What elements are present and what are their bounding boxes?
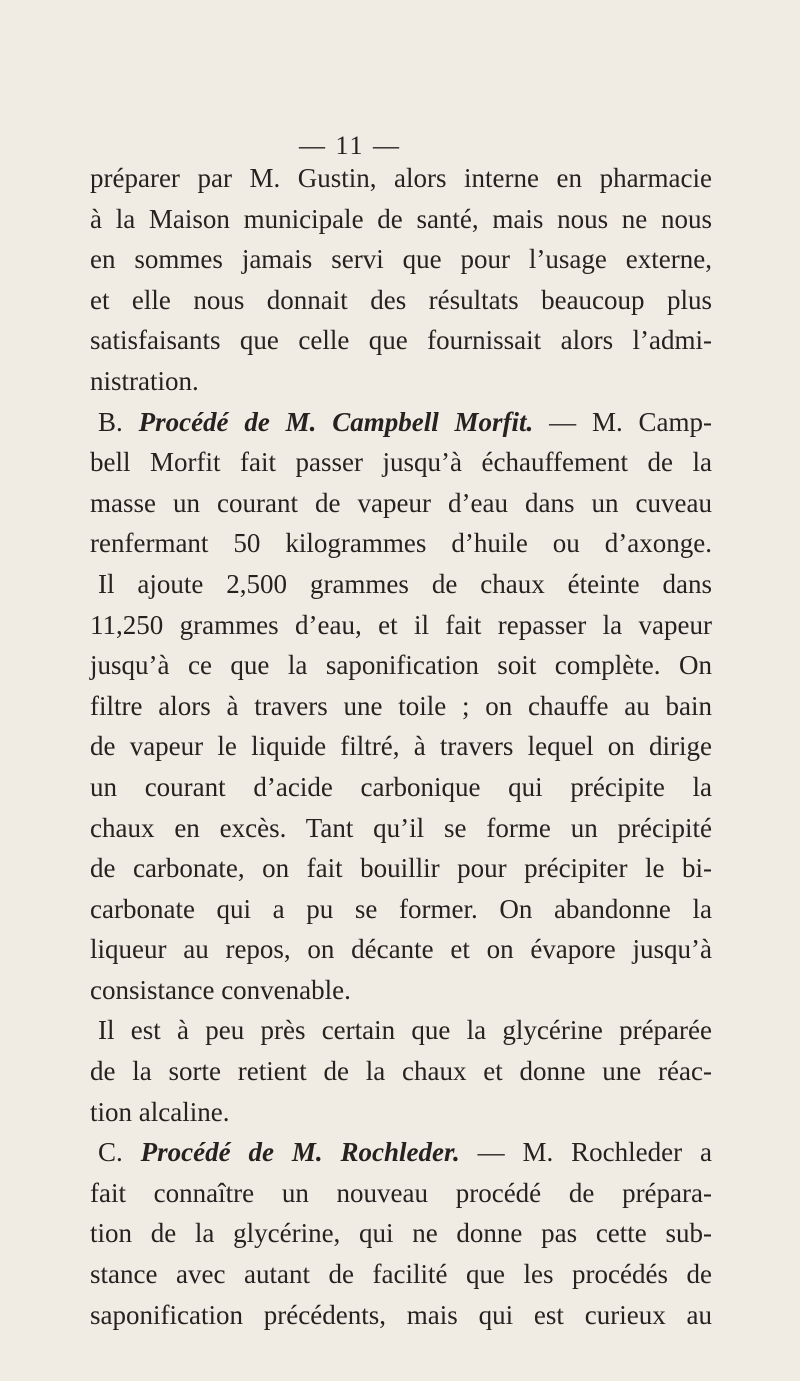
- section-text: — M. Camp-: [549, 406, 713, 437]
- body-text: [90, 158, 712, 1335]
- section-title: Procédé de M. Campbell Morfit.: [138, 406, 534, 437]
- text-line: tion alcaline.: [90, 1096, 230, 1127]
- text-line: liqueur au repos, on décante et on évapore jusqu’à: [90, 934, 712, 965]
- text-line: nistration.: [90, 365, 199, 396]
- text-line: chaux en excès. Tant qu’il se forme un précipité: [90, 812, 712, 843]
- section-label: C.: [98, 1137, 123, 1168]
- text-line: Il ajoute 2,500 grammes de chaux éteinte dans: [98, 568, 712, 599]
- text-line: Il est à peu près certain que la glycérine préparée: [98, 1015, 712, 1046]
- section-label: B.: [98, 406, 123, 437]
- section-title: Procédé de M. Rochleder.: [140, 1137, 460, 1168]
- text-line: en sommes jamais servi que pour l’usage externe,: [90, 244, 712, 275]
- text-line: fait connaître un nouveau procédé de prépara-: [90, 1177, 712, 1208]
- text-line: de la sorte retient de la chaux et donne une réac-: [90, 1056, 712, 1087]
- text-line: masse un courant de vapeur d’eau dans un cuveau: [90, 487, 712, 518]
- text-line: 11,250 grammes d’eau, et il fait repasser la vapeur: [90, 609, 712, 640]
- text-line: de carbonate, on fait bouillir pour précipiter le bi-: [90, 853, 712, 884]
- text-line: filtre alors à travers une toile ; on chauffe au bain: [90, 690, 712, 721]
- text-line: carbonate qui a pu se former. On abandonne la: [90, 893, 712, 924]
- text-line: bell Morfit fait passer jusqu’à échauffement de la: [90, 447, 712, 478]
- text-line: préparer par M. Gustin, alors interne en pharmacie: [90, 163, 712, 193]
- text-line: et elle nous donnait des résultats beaucoup plus: [90, 284, 712, 315]
- section-heading-b: [90, 402, 712, 443]
- text-line: un courant d’acide carbonique qui précipite la: [90, 771, 712, 802]
- text-line: jusqu’à ce que la saponification soit complète. On: [90, 650, 712, 681]
- text-line: de vapeur le liquide filtré, à travers lequel on dirige: [90, 731, 712, 762]
- text-line: stance avec autant de facilité que les procédés de: [90, 1259, 712, 1290]
- page-number: — 11 —: [298, 131, 402, 160]
- text-line: à la Maison municipale de santé, mais nous ne nous: [90, 203, 712, 234]
- text-line: saponification précédents, mais qui est curieux au: [90, 1299, 712, 1330]
- section-text: — M. Rochleder a: [477, 1137, 712, 1168]
- text-line: tion de la glycérine, qui ne donne pas cette sub-: [90, 1218, 712, 1249]
- text-line: renfermant 50 kilogrammes d’huile ou d’axonge.: [90, 528, 712, 559]
- text-line: consistance convenable.: [90, 974, 351, 1005]
- text-line: satisfaisants que celle que fournissait alors l’admi-: [90, 325, 712, 356]
- section-heading-c: [90, 1132, 712, 1173]
